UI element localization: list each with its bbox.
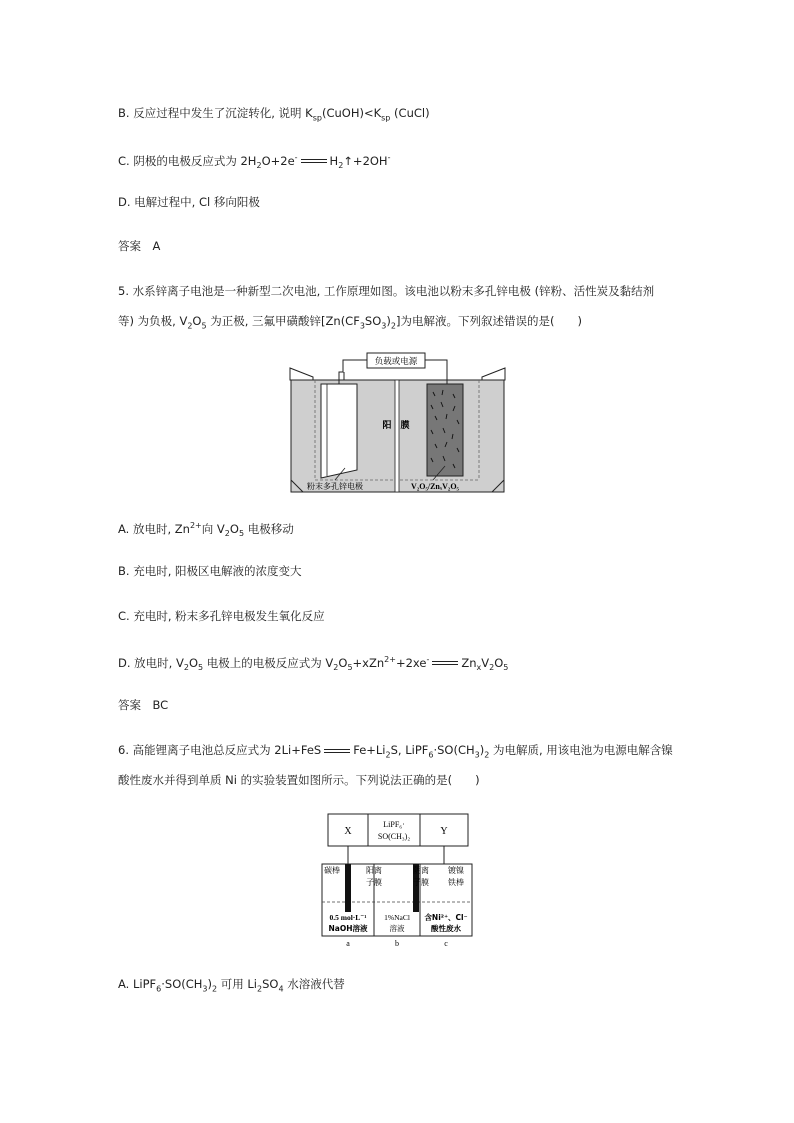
q4-option-d: D. 电解过程中, Cl 移向阳极 [118,195,260,209]
q5-option-a: A. 放电时, $Zn^{2+}$向 $V_2O_5$ 电极移动 [118,521,294,539]
solution-a-label-1: 0.5 mol·L⁻¹ [329,913,367,922]
q4-option-c: C. 阴极的电极反应式为 $2H_2O+2e^-$ $H_2↑+2OH^-$ [118,153,391,171]
tank-right-rim [482,368,505,380]
q4-answer: 答案 A [118,239,161,253]
zinc-electrode [321,384,357,478]
compartment-c-label: c [444,939,448,948]
electrode-y-label: Y [440,826,448,837]
cation-membrane-label-2: 子膜 [413,878,429,887]
solution-b-label-1: 1%NaCl [384,913,410,922]
q5-stem-line1: 5. 水系锌离子电池是一种新型二次电池, 工作原理如图。该电池以粉末多孔锌电极 (锌粉、活性炭及黏结剂 [118,284,655,298]
compartment-b-label: b [395,939,399,948]
solution-b-label-2: 溶液 [389,924,405,933]
q5-option-c: C. 充电时, 粉末多孔锌电极发生氧化反应 [118,609,325,623]
equals-sign [432,661,458,665]
electrolyte-label-1: LiPF₆· [383,820,405,829]
zinc-electrode-label: 粉末多孔锌电极 [307,482,363,491]
q5-answer: 答案 BC [118,698,169,712]
electrolysis-diagram [316,810,481,952]
compartment-a-label: a [346,939,350,948]
membrane [395,380,399,492]
solution-c-label-2: 酸性废水 [431,924,461,933]
tank-left-rim [290,368,313,380]
electrolyte-label-2: SO(CH₃)₂ [377,832,411,841]
solution-a-label-2: NaOH溶液 [328,924,368,933]
carbon-rod-label: 碳棒 [324,866,340,875]
load-or-power-label: 负载或电源 [374,357,418,367]
electrode-x-label: X [344,826,352,837]
carbon-rod [345,864,351,912]
anion-membrane-label-2: 子膜 [366,878,382,887]
equals-sign [301,159,327,163]
q5-option-d: D. 放电时, $V_2O_5$ 电极上的电极反应式为 $V_2O_5+xZn^{2+}+2xe^-$ $Zn_xV_2O_5$ [118,655,509,673]
v2o5-electrode [427,384,463,476]
cation-membrane-label-1: 阴离 [413,866,429,875]
q5-stem-line2: 等) 为负极, $V_2O_5$ 为正极, 三氟甲磺酸锌$[Zn(CF_3SO_3)_2]$为电解液。下列叙述错误的是( ) [118,314,582,331]
membrane-label: 阳 膜 [382,421,410,431]
anion-membrane-label-1: 阳离 [366,866,382,875]
q6-stem-line1: 6. 高能锂离子电池总反应式为 2Li+FeS $Fe+Li_2S$, $LiPF_6\cdot SO(CH_3)_2$ 为电解质, 用该电池为电源电解含镍 [118,743,673,760]
left-wire [339,360,367,380]
q5-option-b: B. 充电时, 阳极区电解液的浓度变大 [118,564,302,578]
q6-option-a: A. $LiPF_6\cdot SO(CH_3)_2$ 可用 $Li_2SO_4$ 水溶液代替 [118,977,345,994]
right-wire [425,360,447,380]
ni-rod-label-1: 镀镍 [448,866,464,875]
solution-c-label-1: 含Ni²⁺、Cl⁻ [424,913,468,922]
v2o5-electrode-label: V₂O₅/ZnₓV₂O₅ [411,482,459,491]
ni-rod-label-2: 铁棒 [448,878,464,887]
q4-option-b: B. 反应过程中发生了沉淀转化, 说明 $K_{sp}(CuOH)<K_{sp}$ (CuCl) [118,106,430,123]
q6-stem-line2: 酸性废水并得到单质 Ni 的实验装置如图所示。下列说法正确的是( ) [118,773,480,787]
equals-sign [324,749,350,753]
zinc-battery-diagram [285,350,510,498]
